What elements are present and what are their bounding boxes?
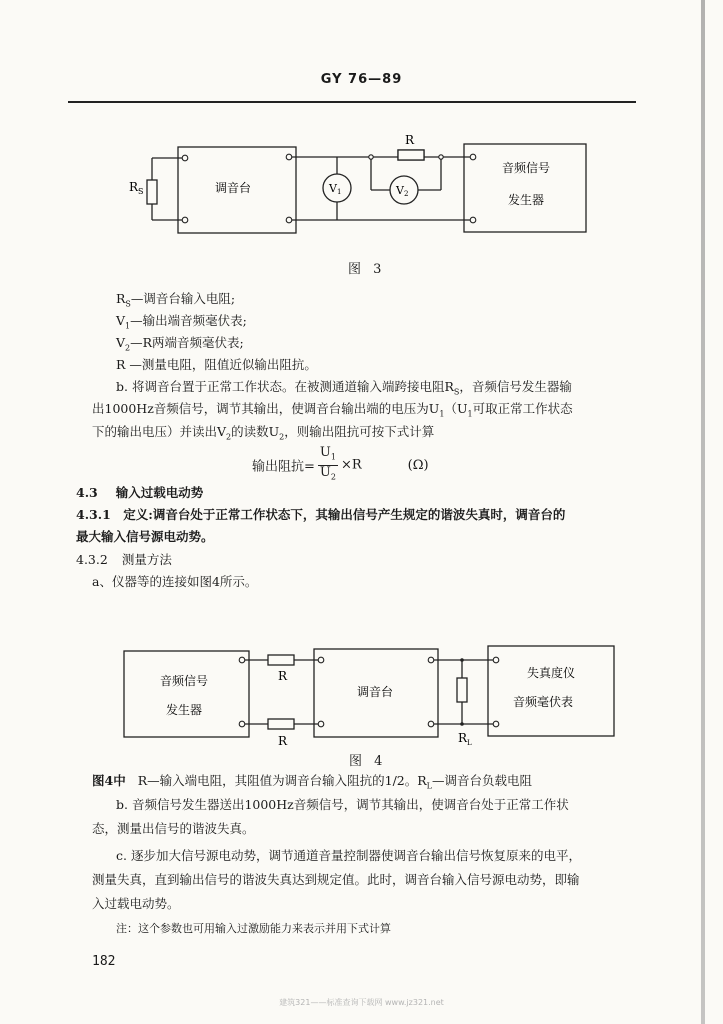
generator-label-2: 发生器 — [508, 193, 545, 207]
fig4-meter-box — [488, 646, 614, 736]
fig4-meter-label-1: 失真度仪 — [527, 666, 576, 680]
legend-rs: $R_S—$调音台输入电阻; — [116, 291, 236, 309]
para-b1-line1: b. 将调音台置于正常工作状态。在被测通道输入端跨接电阻$R_S$，音频信号发生器输 — [116, 379, 572, 397]
impedance-formula: 输出阻抗= $\frac{U_1}{U_2}$ ×R (Ω) — [252, 445, 429, 482]
fig4-mixer-label: 调音台 — [357, 685, 394, 699]
rs-resistor — [147, 180, 157, 204]
fig4-r-bottom-resistor — [268, 719, 294, 729]
generator-box — [464, 144, 586, 232]
para-c-line1: c. 逐步加大信号源电动势，调节通道音量控制器使调音台输出信号恢复原来的电平， — [116, 848, 581, 863]
para-c-line3: 入过载电动势。 — [92, 896, 180, 911]
document-code: GY 76—89 — [320, 72, 403, 87]
fig4-r-top-resistor — [268, 655, 294, 665]
legend-r: R —测量电阻，阻值近似输出阻抗。 — [116, 357, 317, 372]
legend-v2: $V_2—R$两端音频毫伏表; — [116, 335, 244, 353]
fig4-r-bottom-label: R — [278, 734, 288, 748]
fig4-generator-box — [124, 651, 249, 737]
section-4-3-1-line2: 最大输入信号源电动势。 — [76, 529, 214, 544]
para-b1-line2: 出1000Hz音频信号，调节其输出，使调音台输出端的电压为$U_1(U_1$可取正常工作状态 — [92, 401, 573, 419]
v2-label: V — [396, 184, 404, 197]
figure-4-diagram — [0, 640, 723, 750]
fig4-rl-label: R — [458, 731, 468, 745]
header-rule — [68, 101, 636, 103]
para-c-line2: 测量失真，直到输出信号的谐波失真达到规定值。此时，调音台输入信号源电动势，即输 — [92, 872, 580, 887]
v1-label: V — [329, 182, 337, 195]
para-b2-line1: b. 音频信号发生器送出1000Hz音频信号，调节其输出，使调音台处于正常工作状 — [116, 797, 569, 812]
legend-v1: $V_1—$输出端音频毫伏表; — [116, 313, 247, 331]
section-4-3-1-line1: 4.3.1 定义:调音台处于正常工作状态下，其输出信号产生规定的谐波失真时，调音台的 — [76, 507, 566, 522]
fig4-legend: 图4中 R—输入端电阻，其阻值为调音台输入阻抗的1/2。$R_L—$调音台负载电阻 — [92, 773, 532, 791]
note: 注：这个参数也可用输入过激励能力来表示并用下式计算 — [116, 922, 391, 935]
section-4-3-heading: 4.3 输入过载电动势 — [76, 485, 204, 500]
generator-label-1: 音频信号 — [502, 161, 551, 175]
fig4-r-top-label: R — [278, 669, 288, 683]
para-b2-line2: 态，测量出信号的谐波失真。 — [92, 821, 255, 836]
para-a: a、仪器等的连接如图4所示。 — [92, 574, 258, 589]
svg-text:2: 2 — [404, 190, 409, 198]
fig4-meter-label-2: 音频毫伏表 — [513, 695, 574, 709]
fig4-rl-resistor — [457, 678, 467, 702]
svg-text:L: L — [467, 739, 472, 747]
figure-3-caption: 图 3 — [348, 262, 386, 277]
svg-text:1: 1 — [337, 188, 342, 196]
fig4-generator-label-2: 发生器 — [166, 703, 203, 717]
mixer-label: 调音台 — [215, 181, 252, 195]
rs-label: R — [129, 180, 139, 194]
r-label: R — [405, 133, 415, 147]
footer-watermark: 建筑321——标准查询下载网 www.jz321.net — [279, 998, 444, 1007]
rs-sub: S — [138, 187, 144, 196]
scan-edge-mark — [701, 0, 705, 1024]
page-number: 182 — [92, 954, 116, 969]
figure-3-diagram — [0, 120, 723, 240]
section-4-3-2-heading: 4.3.2 测量方法 — [76, 552, 172, 567]
figure-4-caption: 图 4 — [349, 754, 387, 769]
para-b1-line3: 下的输出电压）并读出$V_2$的读数$U_2$，则输出阻抗可按下式计算 — [92, 424, 435, 442]
fig4-generator-label-1: 音频信号 — [160, 674, 209, 688]
